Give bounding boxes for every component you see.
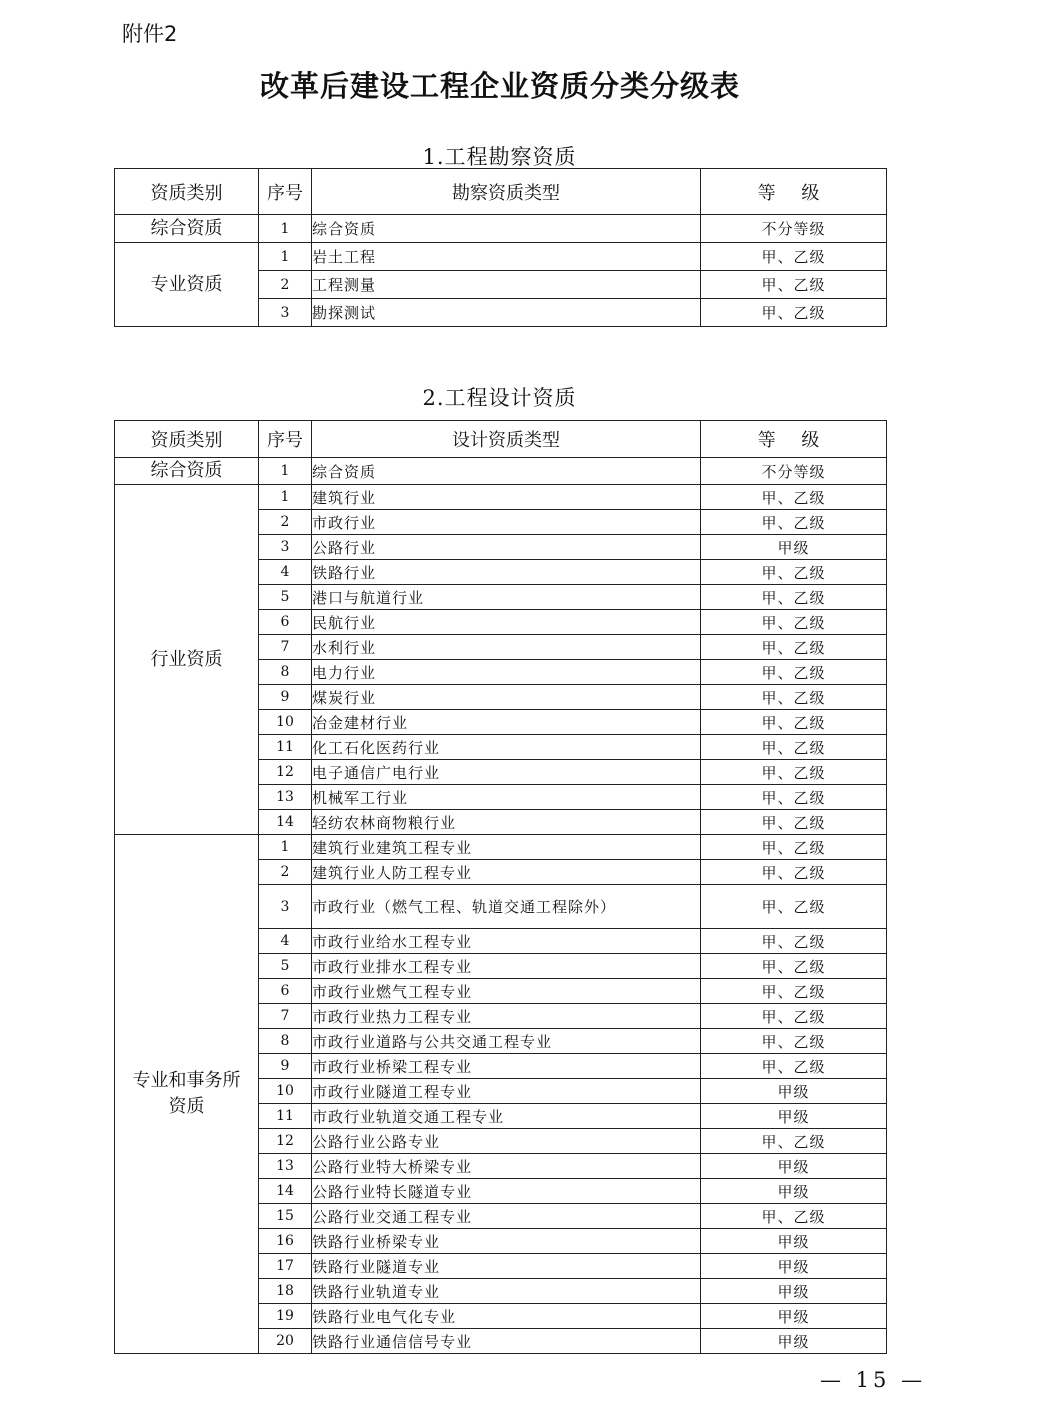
grade-cell: 甲、乙级 [701,929,887,954]
type-cell: 勘探测试 [312,299,701,327]
header-seq: 序号 [259,421,312,458]
seq-cell: 17 [259,1254,312,1279]
seq-cell: 10 [259,710,312,735]
grade-cell: 甲、乙级 [701,585,887,610]
grade-cell: 甲、乙级 [701,885,887,929]
seq-cell: 11 [259,1104,312,1129]
header-type: 设计资质类型 [312,421,701,458]
type-cell: 机械军工行业 [312,785,701,810]
type-cell: 水利行业 [312,635,701,660]
type-cell: 化工石化医药行业 [312,735,701,760]
grade-cell: 甲、乙级 [701,735,887,760]
seq-cell: 1 [259,835,312,860]
type-cell: 市政行业桥梁工程专业 [312,1054,701,1079]
grade-cell: 甲、乙级 [701,1029,887,1054]
header-grade: 等 级 [701,169,887,215]
seq-cell: 3 [259,299,312,327]
grade-cell: 甲级 [701,1179,887,1204]
header-category: 资质类别 [115,169,259,215]
design-section-title: 2.工程设计资质 [422,386,577,410]
grade-cell: 甲、乙级 [701,510,887,535]
grade-cell: 甲、乙级 [701,635,887,660]
seq-cell: 18 [259,1279,312,1304]
seq-cell: 1 [259,243,312,271]
grade-cell: 甲、乙级 [701,560,887,585]
grade-cell: 甲、乙级 [701,660,887,685]
seq-cell: 12 [259,760,312,785]
header-seq: 序号 [259,169,312,215]
header-grade: 等 级 [701,421,887,458]
seq-cell: 8 [259,660,312,685]
type-cell: 建筑行业人防工程专业 [312,860,701,885]
page-number: — 15 — [820,1368,927,1392]
grade-cell: 不分等级 [701,215,887,243]
grade-cell: 甲、乙级 [701,1054,887,1079]
seq-cell: 4 [259,560,312,585]
type-cell: 电力行业 [312,660,701,685]
type-cell: 市政行业热力工程专业 [312,1004,701,1029]
grade-cell: 甲、乙级 [701,760,887,785]
grade-cell: 甲、乙级 [701,810,887,835]
grade-cell: 甲级 [701,1229,887,1254]
seq-cell: 9 [259,685,312,710]
grade-cell: 甲级 [701,1104,887,1129]
table-row [115,243,887,271]
table-row [115,835,887,860]
seq-cell: 2 [259,271,312,299]
seq-cell: 14 [259,810,312,835]
seq-cell: 19 [259,1304,312,1329]
type-cell: 冶金建材行业 [312,710,701,735]
type-cell: 轻纺农林商物粮行业 [312,810,701,835]
grade-cell: 甲、乙级 [701,1204,887,1229]
grade-cell: 甲、乙级 [701,1004,887,1029]
seq-cell: 7 [259,1004,312,1029]
seq-cell: 20 [259,1329,312,1354]
category-cell: 专业和事务所 资质 [115,835,259,1354]
grade-cell: 甲、乙级 [701,860,887,885]
seq-cell: 12 [259,1129,312,1154]
seq-cell: 1 [259,458,312,485]
type-cell: 工程测量 [312,271,701,299]
grade-cell: 甲级 [701,535,887,560]
grade-cell: 甲级 [701,1304,887,1329]
seq-cell: 6 [259,610,312,635]
grade-cell: 甲、乙级 [701,979,887,1004]
category-cell: 行业资质 [115,485,259,835]
seq-cell: 13 [259,1154,312,1179]
type-cell: 铁路行业轨道专业 [312,1279,701,1304]
category-cell: 综合资质 [115,215,259,243]
type-cell: 岩土工程 [312,243,701,271]
type-cell: 市政行业道路与公共交通工程专业 [312,1029,701,1054]
seq-cell: 4 [259,929,312,954]
seq-cell: 2 [259,510,312,535]
design-qualification-table [114,420,887,1354]
table-header-row [115,169,887,215]
grade-cell: 甲、乙级 [701,685,887,710]
grade-cell: 甲级 [701,1329,887,1354]
grade-cell: 甲级 [701,1154,887,1179]
header-category: 资质类别 [115,421,259,458]
seq-cell: 3 [259,885,312,929]
grade-cell: 不分等级 [701,458,887,485]
seq-cell: 7 [259,635,312,660]
type-cell: 市政行业燃气工程专业 [312,979,701,1004]
type-cell: 铁路行业电气化专业 [312,1304,701,1329]
seq-cell: 1 [259,485,312,510]
seq-cell: 15 [259,1204,312,1229]
category-cell: 专业资质 [115,243,259,327]
table-row [115,485,887,510]
seq-cell: 14 [259,1179,312,1204]
type-cell: 市政行业排水工程专业 [312,954,701,979]
type-cell: 综合资质 [312,458,701,485]
type-cell: 市政行业（燃气工程、轨道交通工程除外） [312,885,701,929]
grade-cell: 甲、乙级 [701,710,887,735]
grade-cell: 甲、乙级 [701,954,887,979]
seq-cell: 16 [259,1229,312,1254]
seq-cell: 13 [259,785,312,810]
seq-cell: 9 [259,1054,312,1079]
type-cell: 市政行业 [312,510,701,535]
grade-cell: 甲、乙级 [701,485,887,510]
seq-cell: 1 [259,215,312,243]
type-cell: 公路行业特长隧道专业 [312,1179,701,1204]
grade-cell: 甲、乙级 [701,835,887,860]
type-cell: 铁路行业隧道专业 [312,1254,701,1279]
grade-cell: 甲、乙级 [701,243,887,271]
type-cell: 建筑行业建筑工程专业 [312,835,701,860]
type-cell: 公路行业 [312,535,701,560]
table-row [115,215,887,243]
seq-cell: 3 [259,535,312,560]
seq-cell: 11 [259,735,312,760]
seq-cell: 6 [259,979,312,1004]
grade-cell: 甲级 [701,1279,887,1304]
seq-cell: 5 [259,954,312,979]
type-cell: 公路行业公路专业 [312,1129,701,1154]
type-cell: 铁路行业 [312,560,701,585]
type-cell: 铁路行业通信信号专业 [312,1329,701,1354]
header-type: 勘察资质类型 [312,169,701,215]
table-row [115,458,887,485]
type-cell: 港口与航道行业 [312,585,701,610]
grade-cell: 甲、乙级 [701,785,887,810]
seq-cell: 8 [259,1029,312,1054]
document-title: 改革后建设工程企业资质分类分级表 [259,69,740,103]
table-header-row [115,421,887,458]
type-cell: 电子通信广电行业 [312,760,701,785]
type-cell: 建筑行业 [312,485,701,510]
grade-cell: 甲、乙级 [701,610,887,635]
seq-cell: 5 [259,585,312,610]
seq-cell: 2 [259,860,312,885]
type-cell: 市政行业给水工程专业 [312,929,701,954]
category-cell: 综合资质 [115,458,259,485]
grade-cell: 甲级 [701,1254,887,1279]
grade-cell: 甲、乙级 [701,271,887,299]
type-cell: 综合资质 [312,215,701,243]
survey-section-title: 1.工程勘察资质 [422,145,577,169]
type-cell: 铁路行业桥梁专业 [312,1229,701,1254]
attachment-label: 附件2 [122,22,178,46]
type-cell: 公路行业交通工程专业 [312,1204,701,1229]
seq-cell: 10 [259,1079,312,1104]
grade-cell: 甲、乙级 [701,299,887,327]
type-cell: 市政行业轨道交通工程专业 [312,1104,701,1129]
grade-cell: 甲级 [701,1079,887,1104]
grade-cell: 甲、乙级 [701,1129,887,1154]
type-cell: 市政行业隧道工程专业 [312,1079,701,1104]
type-cell: 煤炭行业 [312,685,701,710]
type-cell: 民航行业 [312,610,701,635]
type-cell: 公路行业特大桥梁专业 [312,1154,701,1179]
survey-qualification-table [114,168,887,327]
